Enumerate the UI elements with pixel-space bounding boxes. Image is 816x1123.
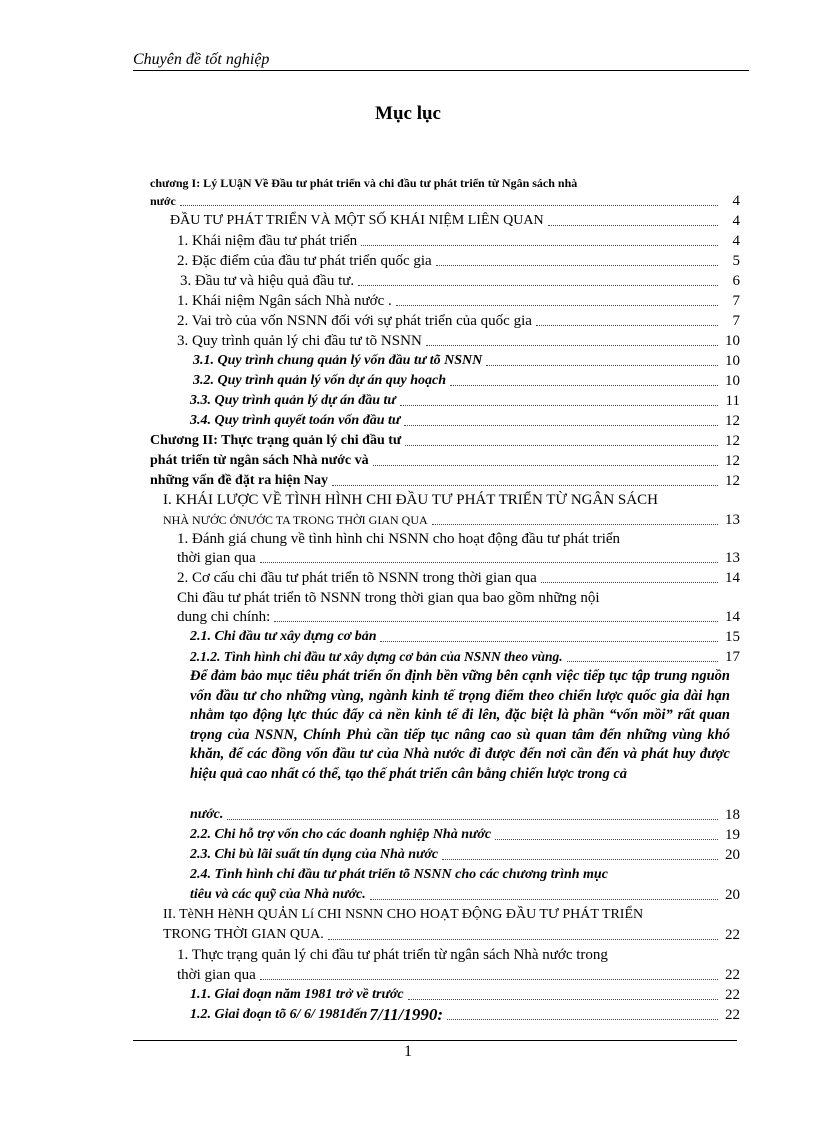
toc-entry-cont[interactable] <box>177 966 740 984</box>
toc-entry-text: 3. Đầu tư và hiệu quả đầu tư. <box>180 273 355 289</box>
toc-entry[interactable] <box>177 232 740 250</box>
toc-entry[interactable] <box>190 1006 740 1024</box>
toc-entry-text: những vấn đề đặt ra hiện Nay <box>150 473 328 488</box>
toc-entry-text: phát triển từ ngân sách Nhà nước và <box>150 453 369 468</box>
toc-entry-text: TRONG THỜI GIAN QUA. <box>163 927 324 942</box>
toc-entry-text: 3.4. Quy trình quyết toán vốn đầu tư <box>190 413 401 428</box>
toc-page-number: 5 <box>732 253 740 269</box>
toc-entry[interactable]: 2.4. Tình hình chi đầu tư phát triển tõ NSNN cho các chương trình mục <box>190 867 608 882</box>
toc-entry-text: 1. Khái niệm đầu tư phát triển <box>177 233 358 249</box>
toc-entry-text: NHÀ NƯỚC ỞNƯỚC TA TRONG THỜI GIAN QUA <box>163 513 428 527</box>
toc-entry[interactable] <box>180 272 740 290</box>
dot-leader <box>370 899 718 900</box>
dot-leader <box>442 859 718 860</box>
toc-entry-text: 2. Vai trò của vốn NSNN đối với sự phát triển của quốc gia <box>177 313 532 329</box>
page-title: Mục lục <box>375 103 441 124</box>
toc-entry[interactable] <box>190 412 740 430</box>
dot-leader <box>373 465 718 466</box>
toc-entry-text: 3.2. Quy trình quản lý vốn dự án quy hoạch <box>193 373 447 388</box>
toc-page-number: 14 <box>725 609 740 625</box>
dot-leader <box>404 425 718 426</box>
dot-leader <box>426 345 718 346</box>
dot-leader <box>400 405 718 406</box>
toc-entry-text: nước <box>150 194 176 208</box>
dot-leader <box>227 819 718 820</box>
toc-entry[interactable] <box>170 212 740 230</box>
toc-page-number: 10 <box>725 333 740 349</box>
toc-entry-text: 3.3. Quy trình quản lý dự án đầu tư <box>190 393 396 408</box>
toc-entry[interactable]: 1. Đánh giá chung về tình hình chi NSNN cho hoạt động đầu tư phát triển <box>177 531 621 547</box>
toc-page-number: 20 <box>725 847 740 863</box>
toc-entry-text: 2.1.2. Tình hình chi đầu tư xây dựng cơ bản của NSNN theo vùng. <box>190 649 563 664</box>
toc-entry-text: thời gian qua <box>177 967 256 983</box>
toc-entry-text: 2. Đặc điểm của đầu tư phát triển quốc gia <box>177 253 432 269</box>
toc-page-number: 22 <box>725 1007 740 1023</box>
toc-page-number: 4 <box>732 233 740 249</box>
toc-entry[interactable] <box>190 648 740 666</box>
toc-page-number: 22 <box>725 927 740 943</box>
toc-entry[interactable] <box>190 392 740 410</box>
toc-entry[interactable] <box>190 986 740 1004</box>
dot-leader <box>495 839 718 840</box>
toc-page-number: 10 <box>725 373 740 389</box>
dot-leader <box>380 641 718 642</box>
toc-page-number: 12 <box>725 413 740 429</box>
toc-entry-text: 1. Khái niệm Ngân sách Nhà nước . <box>177 293 392 309</box>
dot-leader <box>332 485 718 486</box>
toc-entry-text: nước. <box>190 807 224 822</box>
dot-leader <box>436 265 718 266</box>
dot-leader <box>536 325 718 326</box>
toc-page-number: 12 <box>725 453 740 469</box>
dot-leader <box>405 445 718 446</box>
toc-entry-cont[interactable] <box>177 549 740 567</box>
toc-entry[interactable] <box>177 332 740 350</box>
toc-entry-section-1[interactable]: I. KHÁI LƯỢC VỀ TÌNH HÌNH CHI ĐẦU TƯ PHÁT TRIỂN TỪ NGÂN SÁCH <box>163 492 658 508</box>
toc-entry-chapter-2[interactable] <box>150 452 740 470</box>
toc-page-number: 13 <box>725 512 740 528</box>
toc-entry-text: 1.2. Giai đoạn tõ 6/ 6/ 1981đến <box>190 1007 368 1022</box>
toc-entry[interactable] <box>193 352 740 370</box>
dot-leader <box>260 979 718 980</box>
dot-leader <box>180 205 718 206</box>
dot-leader <box>328 939 718 940</box>
toc-entry-paragraph-cont[interactable] <box>190 806 740 824</box>
toc-page-number: 4 <box>732 213 740 229</box>
dot-leader <box>396 305 718 306</box>
toc-entry-text: 2.3. Chi bù lãi suất tín dụng của Nhà nước <box>190 847 439 862</box>
toc-entry-section-1-cont[interactable] <box>163 511 740 529</box>
footer-rule <box>133 1040 737 1041</box>
toc-page-number: 14 <box>725 570 740 586</box>
toc-page-number: 12 <box>725 433 740 449</box>
toc-entry-section-2[interactable]: II. TèNH HèNH QUẢN Lí CHI NSNN CHO HOẠT ĐỘNG ĐẦU TƯ PHÁT TRIỂN <box>163 907 644 922</box>
toc-entry-text: tiêu và các quỹ của Nhà nước. <box>190 887 366 902</box>
toc-page-number: 22 <box>725 967 740 983</box>
dot-leader <box>274 621 718 622</box>
toc-page-number: 19 <box>725 827 740 843</box>
toc-entry-text: thời gian qua <box>177 550 256 566</box>
toc-entry[interactable] <box>190 826 740 844</box>
toc-entry[interactable] <box>193 372 740 390</box>
toc-page-number: 13 <box>725 550 740 566</box>
toc-entry-date: 7/11/1990: <box>369 1005 444 1024</box>
toc-entry[interactable] <box>177 569 740 587</box>
header-text: Chuyên đề tốt nghiệp <box>133 51 270 68</box>
toc-entry-text: 1.1. Giai đoạn năm 1981 trở về trước <box>190 987 404 1002</box>
toc-entry-cont[interactable] <box>177 608 740 626</box>
toc-entry-paragraph[interactable]: Để đảm bảo mục tiêu phát triển ổn định bền vững bên cạnh việc tiếp tục tập trung nguồn vốn đầu tư cho những vùng, ngành kinh tế trọng điểm theo chiến lược quốc gia dài hạn nhằm tạo động lực thúc đẩy cả nền kinh tế đi lên, đặc biệt là phần “vốn mồi” rất quan trọng của NSNN, Chính Phủ cần tiếp tục nâng cao sù quan tâm đến những vùng khó khăn, để các đồng vốn đầu tư của Nhà nước đi được đến nơi cần đến và phát huy được hiệu quả cao nhất có thể, tạo thế phát triển cân bằng chiến lược trong cả <box>190 668 730 782</box>
dot-leader <box>358 285 718 286</box>
dot-leader <box>408 999 718 1000</box>
toc-entry-chapter-2[interactable] <box>150 432 740 450</box>
toc-entry-text: ĐẦU TƯ PHÁT TRIỂN VÀ MỘT SỐ KHÁI NIỆM LIÊN QUAN <box>170 213 544 228</box>
dot-leader <box>486 365 718 366</box>
toc-entry[interactable] <box>177 292 740 310</box>
toc-page-number: 10 <box>725 353 740 369</box>
toc-entry-text: 2.2. Chi hỗ trợ vốn cho các doanh nghiệp Nhà nước <box>190 827 492 842</box>
toc-page-number: 15 <box>725 629 740 645</box>
toc-entry-chapter-2[interactable] <box>150 472 740 490</box>
dot-leader <box>361 245 718 246</box>
toc-page-number: 11 <box>725 393 740 409</box>
toc-page-number: 18 <box>725 807 740 823</box>
toc-entry-text: dung chi chính: <box>177 609 271 625</box>
toc-entry-section-2-cont[interactable] <box>163 926 740 944</box>
toc-page-number: 6 <box>732 273 740 289</box>
dot-leader <box>432 524 718 525</box>
toc-entry-cont[interactable] <box>190 886 740 904</box>
toc-page-number: 12 <box>725 473 740 489</box>
dot-leader <box>447 1019 718 1020</box>
toc-page-number: 17 <box>725 649 740 665</box>
toc-entry-chapter-1-cont[interactable] <box>150 192 740 210</box>
toc-page-number: 4 <box>732 193 740 209</box>
dot-leader <box>260 562 718 563</box>
toc-entry[interactable]: 1. Thực trạng quản lý chi đầu tư phát triển từ ngân sách Nhà nước trong <box>177 947 608 963</box>
toc-entry-text: 2.1. Chi đầu tư xây dựng cơ bản <box>190 629 377 644</box>
toc-entry-text: 3. Quy trình quản lý chi đầu tư tõ NSNN <box>177 333 422 349</box>
page-number: 1 <box>404 1043 412 1060</box>
toc-entry[interactable] <box>190 846 740 864</box>
dot-leader <box>450 385 718 386</box>
toc-entry[interactable] <box>177 252 740 270</box>
toc-page-number: 7 <box>732 293 740 309</box>
toc-page-number: 20 <box>725 887 740 903</box>
dot-leader <box>548 225 718 226</box>
toc-entry[interactable]: Chi đầu tư phát triển tõ NSNN trong thời gian qua bao gồm những nội <box>177 590 600 606</box>
toc-entry[interactable] <box>177 312 740 330</box>
toc-entry-text: Chương II: Thực trạng quản lý chi đầu tư <box>150 433 402 448</box>
toc-entry-text: 2. Cơ cấu chi đầu tư phát triển tõ NSNN trong thời gian qua <box>177 570 537 586</box>
toc-entry[interactable] <box>190 628 740 646</box>
dot-leader <box>567 661 718 662</box>
toc-page-number: 7 <box>732 313 740 329</box>
dot-leader <box>541 582 718 583</box>
toc-entry-chapter-1[interactable]: chương I: Lý LUậN Về Đầu tư phát triển và chi đầu tư phát triển từ Ngân sách nhà <box>150 176 578 190</box>
toc-page-number: 22 <box>725 987 740 1003</box>
toc-entry-text: 3.1. Quy trình chung quản lý vốn đầu tư tõ NSNN <box>193 353 483 368</box>
